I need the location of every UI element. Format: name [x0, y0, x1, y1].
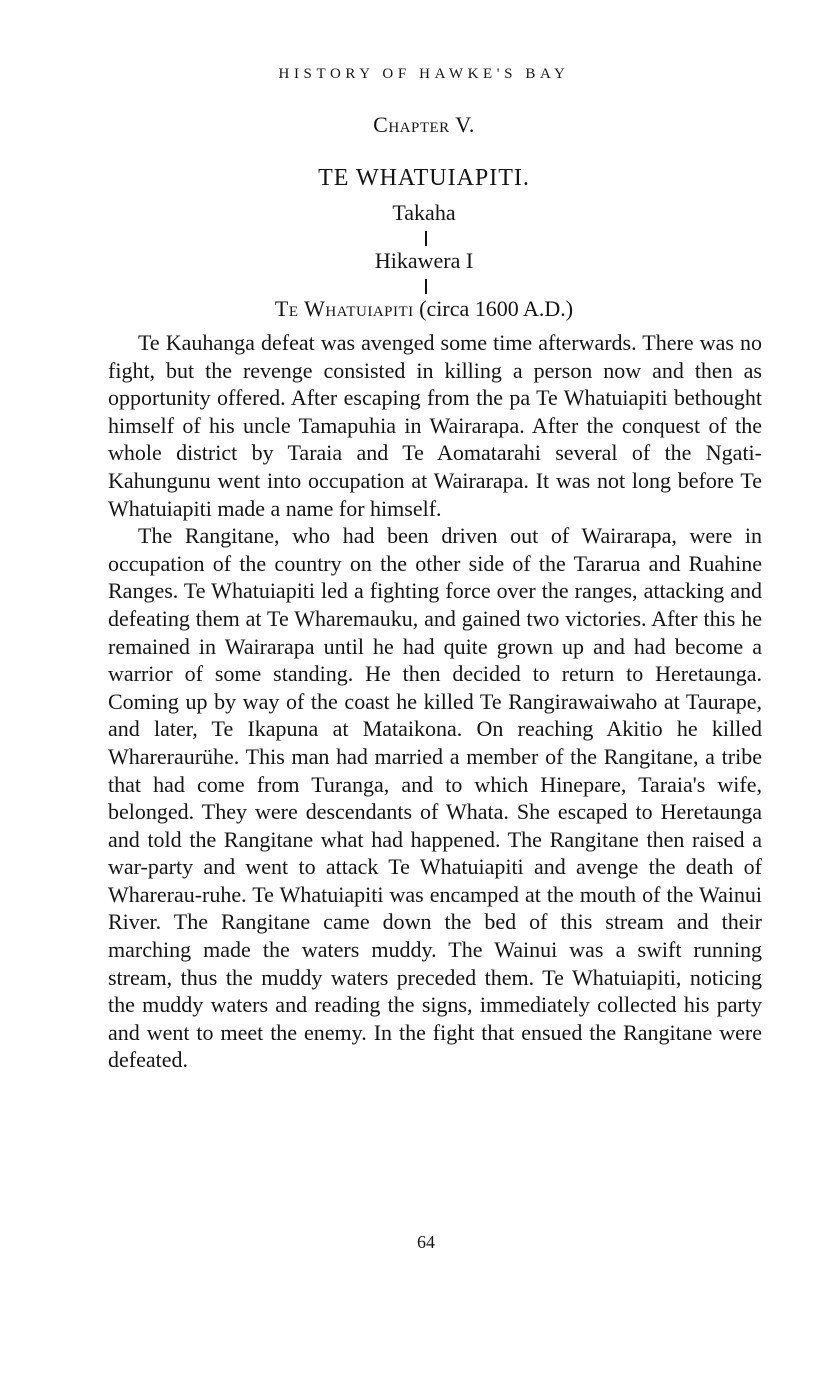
page-number: 64: [417, 1232, 435, 1252]
genealogy-ancestor-hikawera: Hikawera I: [374, 248, 474, 273]
paragraph: Te Kauhanga defeat was avenged some time afterwards. There was no fight, but the revenge consisted in killing a person now and then as opportunity offered. After escaping from the pa Te Whatuiapiti bethought himself of his uncle Tamapuhia in Wairarapa. After the conquest of the whole district by Taraia and Te Aomatarahi several of the Ngati-Kahungunu went into occupation at Wairarapa. It was not long before Te Whatuiapiti made a name for himself.: [108, 330, 762, 521]
genealogy-descendant-date: (circa 1600 A.D.): [419, 296, 574, 321]
genealogy-descendant-name: Te Whatuiapiti: [274, 296, 414, 321]
paragraph: The Rangitane, who had been driven out of Wairarapa, were in occupation of the country on the other side of the Tararua and Ruahine Ranges. Te Whatuiapiti led a fighting force over the ranges, attacking and defeating them at Te Wharemauku, and gained two victories. After this he remained in Wairarapa until he had quite grown up and had become a warrior of some standing. He then decided to return to Heretaunga. Coming up by way of the coast he killed Te Rangirawaiwaho at Taurape, and later, Te Ikapuna at Mataikona. On reaching Akitio he killed Whareraurühe. This man had married a member of the Rangitane, a tribe that had come from Turanga, and to which Hinepare, Taraia's wife, belonged. They were descendants of Whata. She escaped to Heretaunga and told the Rangitane what had happened. The Rangitane then raised a war-party and went to attack Te Whatuiapiti and avenge the death of Wharerau-ruhe. Te Whatuiapiti was encamped at the mouth of the Wainui River. The Rangitane came down the bed of this stream and their marching made the waters muddy. The Wainui was a swift running stream, thus the muddy waters preceded them. Te Whatuiapiti, noticing the muddy waters and reading the signs, immediately collected his party and went to meet the enemy. In the fight that ensued the Rangitane were defeated.: [108, 523, 762, 1073]
chapter-heading: Chapter V.: [373, 112, 475, 137]
genealogy-ancestor-takaha: Takaha: [392, 200, 456, 225]
genealogy-connector-line: [425, 231, 427, 246]
genealogy-tree: [0, 198, 830, 324]
genealogy-connector-line: [425, 279, 427, 294]
body-text: [108, 329, 762, 1074]
running-head: HISTORY OF HAWKE'S BAY: [278, 66, 570, 82]
genealogy-descendant: [18, 294, 830, 324]
chapter-title: TE WHATUIAPITI.: [318, 165, 530, 191]
